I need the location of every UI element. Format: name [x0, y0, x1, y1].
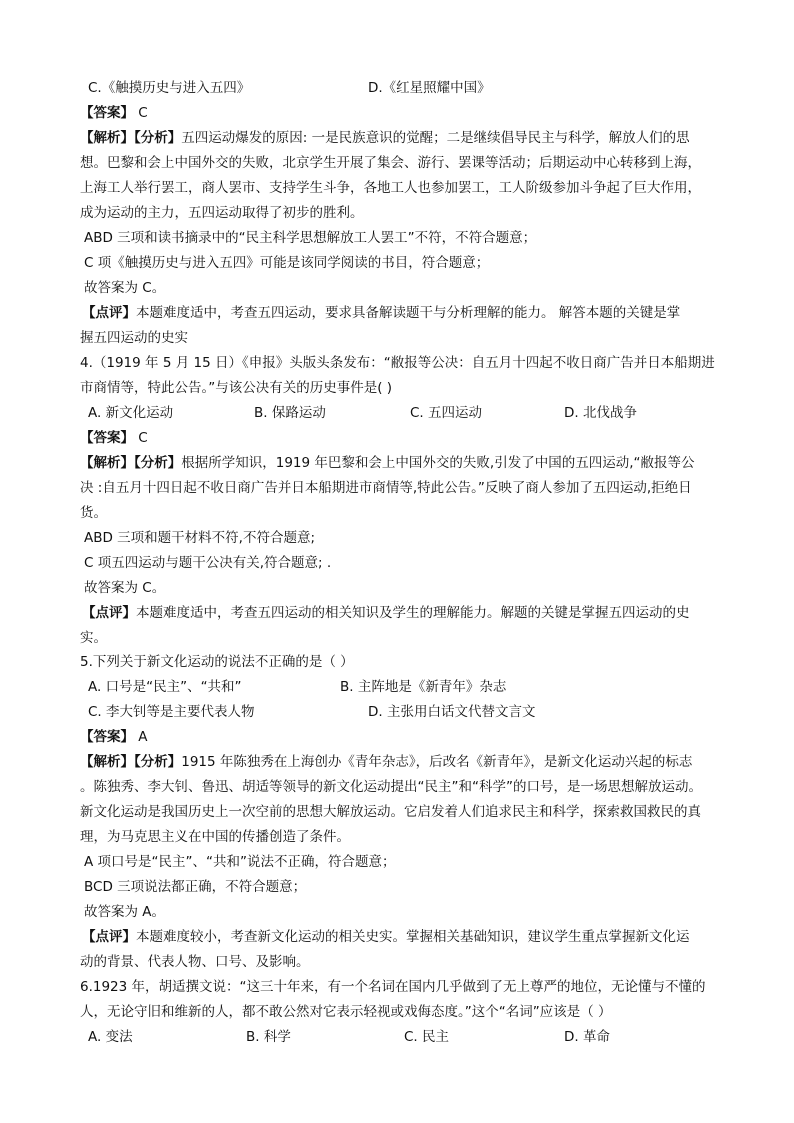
- comment-tag: 【点评】: [82, 605, 136, 621]
- answer-value: C: [138, 430, 148, 446]
- q5-analysis-line-1: 【解析】【分析】1915 年陈独秀在上海创办《青年杂志》，后改名《新青年》，是新文化运动兴起的标志: [80, 754, 693, 770]
- answer-tag: 【答案】: [80, 430, 134, 446]
- q3-comment-line-1: 【点评】本题难度适中，考查五四运动，要求具备解读题干与分析理解的能力。 解答本题的关键是掌: [82, 305, 681, 321]
- q4-analysis-line-2: 决 :自五月十四日起不收日商广告并日本船期进市商情等,特此公告。”反映了商人参加了五四运动,拒绝日: [80, 480, 692, 496]
- answer-tag: 【答案】: [80, 105, 134, 121]
- q3-analysis-line-2: 想。巴黎和会上中国外交的失败，北京学生开展了集会、游行、罢课等活动；后期运动中心转移到上海，: [80, 155, 701, 171]
- q5-analysis-line-3: 新文化运动是我国历史上一次空前的思想大解放运动。它启发着人们追求民主和科学，探索救国救民的真: [80, 804, 701, 820]
- q4-detail-line-3: 故答案为 C。: [84, 580, 166, 596]
- q4-analysis-line-3: 货。: [80, 505, 107, 521]
- q4-option-a: A. 新文化运动: [88, 405, 174, 421]
- analysis-tag: 【解析】【分析】: [80, 754, 182, 770]
- q3-detail-line-1: ABD 三项和读书摘录中的“民主科学思想解放工人罢工”不符，不符合题意；: [84, 230, 537, 246]
- q5-option-a: A. 口号是“民主”、“共和”: [88, 679, 242, 695]
- q4-answer: [80, 428, 148, 448]
- q4-stem-line-2: 市商情等，特此公告。”与该公决有关的历史事件是( ): [80, 380, 393, 396]
- q5-detail-line-3: 故答案为 A。: [84, 904, 166, 920]
- q5-option-d: D. 主张用白话文代替文言文: [368, 704, 536, 720]
- q6-option-d: D. 革命: [564, 1029, 610, 1045]
- q5-detail-line-1: A 项口号是“民主”、“共和”说法不正确，符合题意；: [84, 854, 396, 870]
- q6-option-a: A. 变法: [88, 1029, 133, 1045]
- q5-analysis-line-4: 理，为马克思主义在中国的传播创造了条件。: [80, 829, 350, 845]
- q5-analysis-line-2: 。陈独秀、李大钊、鲁迅、胡适等领导的新文化运动提出“民主”和“科学”的口号，是一场思想解放运动。: [80, 779, 702, 795]
- comment-tag: 【点评】: [82, 929, 136, 945]
- answer-value: C: [138, 105, 148, 121]
- q5-option-c: C. 李大钊等是主要代表人物: [88, 704, 255, 720]
- analysis-tag: 【解析】【分析】: [80, 455, 182, 471]
- q4-option-d: D. 北伐战争: [564, 405, 637, 421]
- q4-comment-line-1: 【点评】本题难度适中，考查五四运动的相关知识及学生的理解能力。解题的关键是掌握五四运动的史: [82, 605, 690, 621]
- q3-comment-line-2: 握五四运动的史实: [80, 330, 188, 346]
- q3-option-c: C.《触摸历史与进入五四》: [88, 80, 251, 96]
- q4-detail-line-2: C 项五四运动与题干公决有关,符合题意; .: [84, 555, 332, 571]
- comment-tag: 【点评】: [82, 305, 136, 321]
- q6-option-c: C. 民主: [404, 1029, 450, 1045]
- q4-option-c: C. 五四运动: [410, 405, 483, 421]
- answer-tag: 【答案】: [80, 729, 134, 745]
- q3-analysis-line-3: 上海工人举行罢工，商人罢市、支持学生斗争，各地工人也参加罢工，工人阶级参加斗争起了巨大作用，: [80, 180, 701, 196]
- q5-stem: 5.下列关于新文化运动的说法不正确的是（ ）: [80, 654, 354, 670]
- q3-option-d: D.《红星照耀中国》: [368, 80, 491, 96]
- q3-answer: [80, 103, 148, 123]
- q5-comment-line-1: 【点评】本题难度较小，考查新文化运动的相关史实。掌握相关基础知识，建议学生重点掌握新文化运: [82, 929, 690, 945]
- q6-stem-line-2: 人，无论守旧和维新的人，都不敢公然对它表示轻视或戏侮态度。”这个“名词”应该是（ ）: [80, 1004, 612, 1020]
- q4-stem-line-1: 4.（1919 年 5 月 15 日）《申报》头版头条发布：“敝报等公决：自五月十四起不收日商广告并日本船期进: [80, 355, 715, 371]
- q4-comment-line-2: 实。: [80, 630, 107, 646]
- q6-stem-line-1: 6.1923 年，胡适撰文说：“这三十年来，有一个名词在国内几乎做到了无上尊严的地位，无论懂与不懂的: [80, 979, 706, 995]
- q3-detail-line-2: C 项《触摸历史与进入五四》可能是该同学阅读的书目，符合题意；: [84, 255, 490, 271]
- q3-detail-line-3: 故答案为 C。: [84, 280, 166, 296]
- q6-option-b: B. 科学: [246, 1029, 291, 1045]
- q3-analysis-line-1: 【解析】【分析】五四运动爆发的原因: 一是民族意识的觉醒；二是继续倡导民主与科学，解放人们的思: [80, 130, 690, 146]
- q4-option-b: B. 保路运动: [254, 405, 326, 421]
- analysis-tag: 【解析】【分析】: [80, 130, 182, 146]
- q4-detail-line-1: ABD 三项和题干材料不符,不符合题意;: [84, 530, 316, 546]
- q3-analysis-line-4: 成为运动的主力，五四运动取得了初步的胜利。: [80, 205, 364, 221]
- q5-detail-line-2: BCD 三项说法都正确，不符合题意；: [84, 879, 307, 895]
- q5-answer: [80, 727, 148, 747]
- q5-comment-line-2: 动的背景、代表人物、口号、及影响。: [80, 954, 310, 970]
- q5-option-b: B. 主阵地是《新青年》杂志: [340, 679, 507, 695]
- q4-analysis-line-1: 【解析】【分析】根据所学知识，1919 年巴黎和会上中国外交的失败,引发了中国的五四运动,“敝报等公: [80, 455, 695, 471]
- answer-value: A: [138, 729, 148, 745]
